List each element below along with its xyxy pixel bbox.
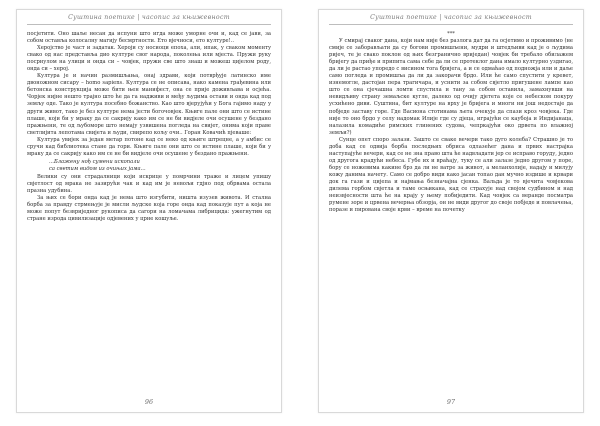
paragraph: У смирај сваког дана, који нам није без разлога дат да га осјетимо и проживимо (не смије се заборављати да су богови промишљени, мудри и штедљиви кад је о људима ријеч, те је свако поклон од њих безгранично вриједан) човјек би требало обилажем бријегу да приђе и припита сама себе да ли се протеклог дана имало културно уздигао, да ли је растао упоредо с висином тога бријега, а и се одмаћао од подножја или и даље само погледа и промишља да ли да закорачи брдо. Или ће само спустити у кревет, изнемогле, дастојан пера трагичара, и уснити за собом свјетло пригушене лампе као што се она сјечашна ломти спустила и тану за собом оставила, замахнувши на невидљиву страну земаљске кугле, далеко од очију дјетета које се небеском покуру усхићено диви. Суштина, бит културе на врху је бријега и многи ни још недостаје да побједе заставу горе. Где Васиона стотинама љета очекује да спази кроз човјека. Где није то оно брдо у селу надомак Илије где су дјеца, играјући се каубоја и Индијанаца, налазила комадиће римских глинених судова, чепркајући око дрвета по влажној земљи?) [329, 38, 573, 136]
paragraph: посјетити. Оно шаље несан да испуни што игда може уморне очи и, кад се јави, за собом оставља колосалну магију бесмртности. Ето вјечноcи, ето културе!.. [27, 31, 271, 45]
paragraph: Сунце опет споро залази. Зашто се сваке вечери тако дуго колеба? Страшно је то доба кад се одвија борба последњих обриса одлазећег дана и првих настрајка наступајуће вечери, кад се не зна право шта ће надвладати јер се исправо горуду, једно од другога крадући небеса. Губе их и враћају, тукy се али залазе једно другом у поре, бору се ножевима какине брз да ли не ватре за живот, а меланхолије, надају и милују кожу данима начету. Само се добро види како јасан топао дан мучно издише и крвари док га гази и цијепа и најмања безначајна сјенка. Вальда је то вјечита човјекова дилема горбом свјетла и таме осњикана, кад се страхује над својом судбином и над неизвјесности шта ће на крају у њему побиједити. Кад човјек са веранде посматра румене зоре и црвена вечерња обзорја, он не види другог до своје побједе и повлачења, поразе и пирована своје крви – време на почетку [329, 136, 574, 214]
left-running-header: Суштина поетике | часопис за књижевност [68, 14, 230, 21]
right-header-rule [329, 24, 573, 25]
right-page-body [329, 31, 573, 214]
paragraph: Култура је и начин размишљања, онај здрави, који потврђује латинско име двоножном сисару – homo sapiens. Култура се не описава, нако камена грађевина или бетонска конструкција може бити њен манифест, она се прије доживљава и осјећа. Чорјек нијне нешто трајно што ће да га надживи и међу људима остави и онда кад под земљу оде. Тако је култура посебно божанство. Као што вјерујући у Бога гајимо наду у други живот, тако је без културе нема јести богочовјек. Књиге пале они што се истине плаше, који би у мраку да се сакрију како им се не би видјеле очи осушене у бездано пражњени, те од љубоморе што немају узвишена погледа на свијет, онима који праве светлијита лепотама свијета и људи, свирепо кољу очи.. Горан Ковачић пјеваше: [27, 73, 271, 136]
left-page-body [27, 31, 271, 223]
paragraph: Култура увијек за један метар потоне кад се неко од књиге штрецне, а у амбис се сручи кад библиотека стане да гори. Књиге пале они што се истине плаше, који би у мраку да се сакрију како им се не би видјеле очи осушене у бездано пражњени. [27, 136, 271, 157]
right-page [318, 9, 584, 413]
left-page [16, 9, 282, 413]
verse-line: ...Блажену нођ сумени ископали [49, 158, 140, 165]
left-header-rule [27, 24, 271, 25]
right-page-number: 97 [446, 398, 456, 406]
right-running-header: Суштина поетике | часопис за књижевност [370, 14, 532, 21]
section-break-mark: *** [447, 31, 455, 37]
paragraph: Херојство је част и задатак. Хероји су носиоци епоха, али, ипак, у сваком моменту свако од нас представља дио културе свог народа, поколења или мјеста. Пружи руку посрнулом на улици и онда си – човјек, пружи све што знаш и можеш цијелом роду, онда си – херој. [27, 45, 271, 73]
paragraph: За њих се бори онда кад је нема што изгубити, ништа изузев живота. И стална борба за правду стрмењује је мисли људске која горе онда кад показује пут а која не може попут безвриједног рукописа да сагори на ломачама либрицида: ужегнутим од стране изрода цивилизације одјевених у црне кошуље. [27, 195, 271, 223]
verse-quote [49, 159, 271, 173]
verse-line: са светим видом из очињих јама... [49, 165, 146, 172]
paragraph: Велики су они страдалници који искрице у помрчини траже и лицем упишу свјетлост од мрака не зазирући чак и кад им је невољи гдјно под обрвама остала празна удубина. [27, 173, 271, 195]
left-page-number: 96 [144, 398, 154, 406]
